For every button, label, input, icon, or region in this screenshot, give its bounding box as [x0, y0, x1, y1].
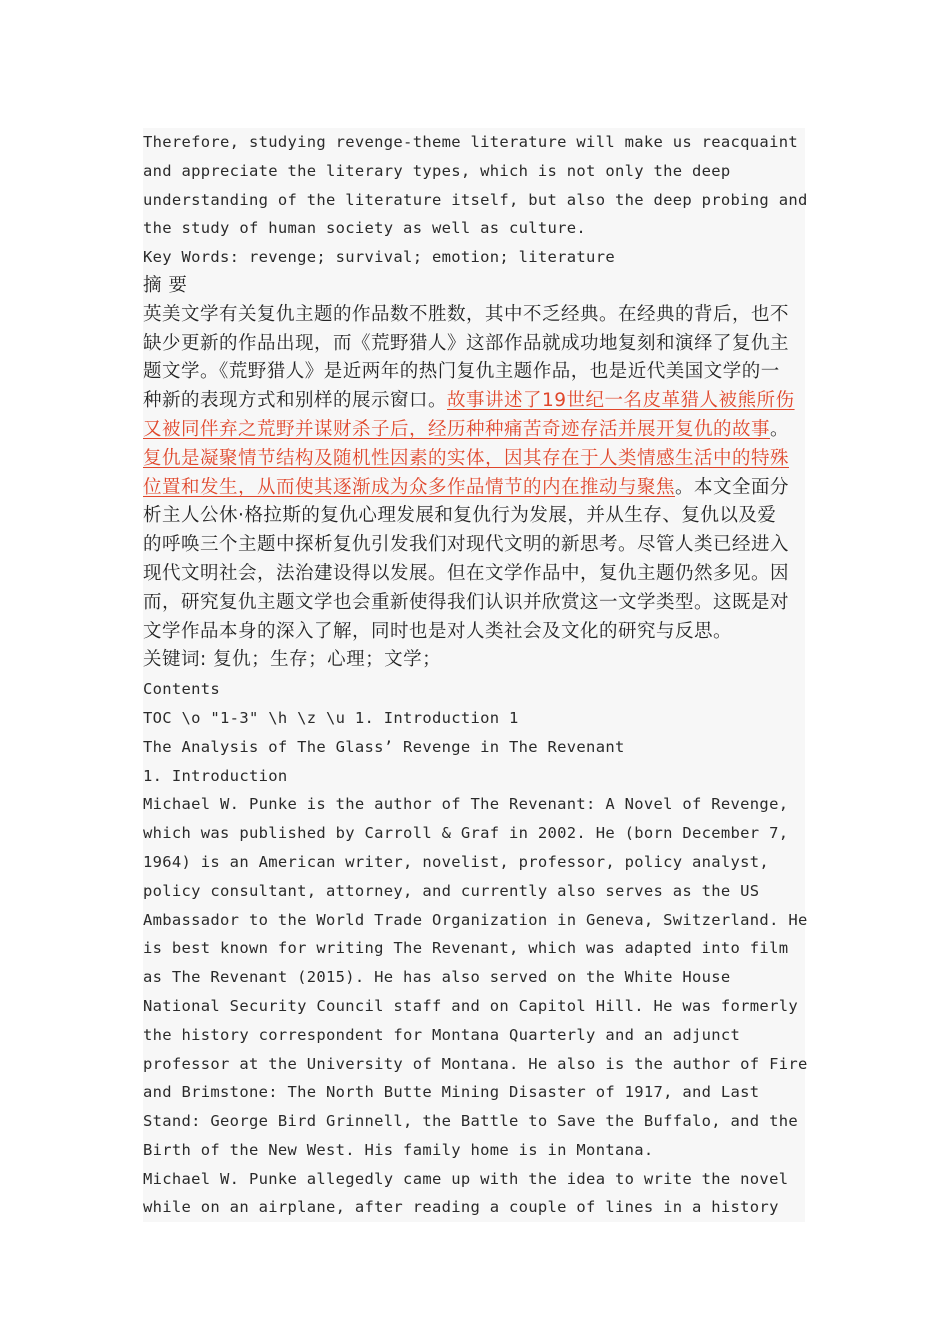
abstract-zh-line: 英美文学有关复仇主题的作品数不胜数，其中不乏经典。在经典的背后，也不 — [143, 303, 790, 325]
contents-heading: Contents — [143, 680, 221, 699]
abstract-zh-line — [143, 387, 805, 416]
highlighted-text: 故事讲述了19世纪一名皮革猎人被熊所伤 — [447, 390, 795, 412]
abstract-zh-line: 而，研究复仇主题文学也会重新使得我们认识并欣赏这一文学类型。这既是对 — [143, 591, 790, 613]
toc-field: TOC \o "1-3" \h \z \u 1. Introduction 1 — [143, 708, 519, 727]
body-line: is best known for writing The Revenant, which was adapted into film — [143, 939, 789, 958]
abstract-zh-line: 现代文明社会，法治建设得以发展。但在文学作品中，复仇主题仍然多见。因 — [143, 562, 790, 584]
keywords-en: Key Words: revenge; survival; emotion; literature — [143, 248, 615, 267]
highlighted-text: 复仇是凝聚情节结构及随机性因素的实体，因其存在于人类情感生活中的特殊 — [143, 447, 790, 469]
body-line: and Brimstone: The North Butte Mining Disaster of 1917, and Last — [143, 1083, 760, 1102]
abstract-en-line: understanding of the literature itself, but also the deep probing and — [143, 190, 808, 209]
abstract-en-line: the study of human society as well as culture. — [143, 219, 587, 238]
body-line: 1964) is an American writer, novelist, professor, policy analyst, — [143, 852, 770, 871]
keywords-zh: 关键词: 复仇；生存；心理；文学； — [143, 649, 442, 671]
abstract-en-line: Therefore, studying revenge-theme literature will make us reacquaint — [143, 133, 798, 151]
abstract-en-line: and appreciate the literary types, which is not only the deep — [143, 161, 731, 180]
plain-text: 。本文全面分 — [675, 476, 790, 498]
body-line: as The Revenant (2015). He has also served on the White House — [143, 968, 731, 987]
abstract-zh-line: 文学作品本身的深入了解，同时也是对人类社会及文化的研究与反思。 — [143, 620, 733, 642]
abstract-zh-line — [143, 445, 805, 474]
plain-text: 。 — [770, 418, 790, 440]
plain-text: 种新的表现方式和别样的展示窗口。 — [143, 390, 448, 412]
body-line: professor at the University of Montana. He also is the author of Fire — [143, 1054, 808, 1073]
body-line: while on an airplane, after reading a couple of lines in a history — [143, 1198, 779, 1217]
body-line: which was published by Carroll & Graf in 2002. He (born December 7, — [143, 824, 789, 843]
document-page — [143, 128, 808, 1222]
abstract-zh-heading: 摘 要 — [143, 274, 188, 296]
abstract-zh-line — [143, 416, 805, 445]
paper-title: The Analysis of The Glass’ Revenge in The Revenant — [143, 737, 625, 756]
abstract-zh-line: 缺少更新的作品出现，而《荒野猎人》这部作品就成功地复刻和演绎了复仇主 — [143, 332, 790, 354]
body-line: the history correspondent for Montana Quarterly and an adjunct — [143, 1025, 741, 1044]
body-line: Ambassador to the World Trade Organization in Geneva, Switzerland. He — [143, 910, 808, 929]
highlighted-text: 位置和发生，从而使其逐渐成为众多作品情节的内在推动与聚焦 — [143, 476, 676, 498]
body-line: Stand: George Bird Grinnell, the Battle to Save the Buffalo, and the — [143, 1112, 798, 1131]
abstract-zh-line: 的呼唤三个主题中探析复仇引发我们对现代文明的新思考。尽管人类已经进入 — [143, 534, 790, 556]
section-heading: 1. Introduction — [143, 766, 288, 785]
body-line: Michael W. Punke is the author of The Revenant: A Novel of Revenge, — [143, 795, 789, 814]
body-line: Birth of the New West. His family home is in Montana. — [143, 1140, 654, 1159]
body-line: Michael W. Punke allegedly came up with the idea to write the novel — [143, 1169, 789, 1188]
abstract-zh-line: 题文学。《荒野猎人》是近两年的热门复仇主题作品，也是近代美国文学的一 — [143, 361, 780, 383]
highlighted-text: 又被同伴弃之荒野并谋财杀子后，经历种种痛苦奇迹存活并展开复仇的故事 — [143, 418, 771, 440]
body-line: policy consultant, attorney, and currently also serves as the US — [143, 881, 760, 900]
abstract-zh-line: 析主人公休·格拉斯的复仇心理发展和复仇行为发展，并从生存、复仇以及爱 — [143, 505, 777, 527]
abstract-zh-line — [143, 474, 805, 503]
body-line: National Security Council staff and on Capitol Hill. He was formerly — [143, 996, 798, 1015]
